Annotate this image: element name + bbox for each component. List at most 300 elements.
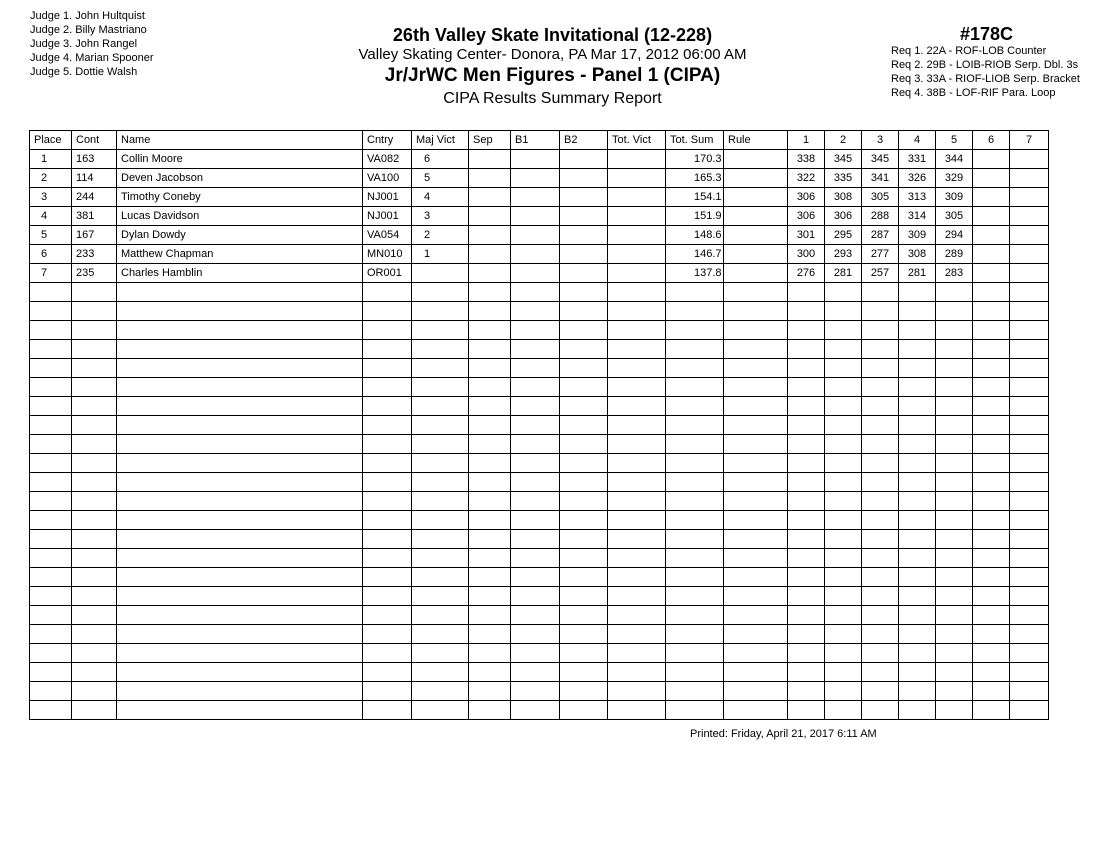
- column-header: Cntry: [363, 131, 412, 150]
- empty-cell: [30, 378, 72, 397]
- empty-cell: [30, 606, 72, 625]
- empty-cell: [936, 302, 973, 321]
- empty-cell: [1010, 321, 1049, 340]
- requirements-list: [891, 44, 1100, 100]
- empty-cell: [469, 682, 511, 701]
- empty-table-row: [30, 682, 1049, 701]
- results-table: [29, 130, 1049, 720]
- empty-cell: [825, 321, 862, 340]
- table-row: [30, 264, 1049, 283]
- judge-score-cell: [973, 169, 1010, 188]
- empty-cell: [72, 511, 117, 530]
- judge-score-cell: 308: [825, 188, 862, 207]
- empty-cell: [724, 644, 788, 663]
- empty-cell: [788, 492, 825, 511]
- skater-name-cell: Lucas Davidson: [117, 207, 363, 226]
- empty-table-row: [30, 511, 1049, 530]
- empty-cell: [1010, 606, 1049, 625]
- empty-cell: [899, 378, 936, 397]
- b2-cell: [560, 169, 608, 188]
- majority-victories-cell: [412, 264, 469, 283]
- column-header: 6: [973, 131, 1010, 150]
- empty-cell: [936, 511, 973, 530]
- empty-cell: [825, 454, 862, 473]
- empty-cell: [1010, 397, 1049, 416]
- empty-cell: [825, 530, 862, 549]
- total-victories-cell: [608, 226, 666, 245]
- empty-cell: [363, 606, 412, 625]
- judge-score-cell: 309: [899, 226, 936, 245]
- empty-cell: [788, 321, 825, 340]
- empty-cell: [862, 302, 899, 321]
- empty-cell: [666, 473, 724, 492]
- empty-cell: [788, 606, 825, 625]
- empty-table-row: [30, 473, 1049, 492]
- empty-cell: [412, 511, 469, 530]
- empty-cell: [1010, 644, 1049, 663]
- empty-cell: [899, 549, 936, 568]
- empty-cell: [724, 435, 788, 454]
- judge-score-cell: [973, 150, 1010, 169]
- judge-score-cell: 308: [899, 245, 936, 264]
- empty-cell: [30, 492, 72, 511]
- judge-score-cell: 345: [862, 150, 899, 169]
- empty-cell: [117, 454, 363, 473]
- empty-cell: [511, 397, 560, 416]
- judge-score-cell: 281: [899, 264, 936, 283]
- club-code-cell: VA100: [363, 169, 412, 188]
- empty-cell: [936, 397, 973, 416]
- judge-score-cell: 331: [899, 150, 936, 169]
- empty-cell: [936, 435, 973, 454]
- sep-cell: [469, 169, 511, 188]
- empty-cell: [72, 701, 117, 720]
- place-cell: 6: [30, 245, 72, 264]
- empty-cell: [936, 454, 973, 473]
- judge-name: Dottie Walsh: [75, 66, 138, 78]
- empty-cell: [469, 302, 511, 321]
- judge-score-cell: [973, 226, 1010, 245]
- empty-cell: [511, 454, 560, 473]
- empty-cell: [117, 283, 363, 302]
- empty-cell: [899, 511, 936, 530]
- empty-cell: [30, 321, 72, 340]
- empty-cell: [30, 530, 72, 549]
- empty-cell: [825, 625, 862, 644]
- empty-cell: [862, 682, 899, 701]
- majority-victories-cell: 4: [412, 188, 469, 207]
- empty-cell: [608, 397, 666, 416]
- empty-cell: [1010, 283, 1049, 302]
- empty-cell: [825, 587, 862, 606]
- club-code-cell: VA054: [363, 226, 412, 245]
- empty-table-row: [30, 492, 1049, 511]
- empty-cell: [363, 454, 412, 473]
- empty-cell: [363, 359, 412, 378]
- judge-score-cell: 289: [936, 245, 973, 264]
- empty-cell: [72, 492, 117, 511]
- judge-score-cell: 306: [788, 188, 825, 207]
- empty-table-row: [30, 530, 1049, 549]
- empty-cell: [899, 321, 936, 340]
- empty-cell: [899, 397, 936, 416]
- sep-cell: [469, 188, 511, 207]
- empty-cell: [30, 682, 72, 701]
- empty-cell: [788, 359, 825, 378]
- empty-cell: [363, 416, 412, 435]
- judge-score-cell: 288: [862, 207, 899, 226]
- empty-cell: [117, 625, 363, 644]
- empty-cell: [724, 606, 788, 625]
- empty-cell: [973, 568, 1010, 587]
- empty-table-row: [30, 606, 1049, 625]
- empty-cell: [608, 359, 666, 378]
- judge-score-cell: 313: [899, 188, 936, 207]
- empty-cell: [862, 378, 899, 397]
- empty-cell: [862, 511, 899, 530]
- empty-cell: [560, 435, 608, 454]
- empty-cell: [412, 549, 469, 568]
- empty-cell: [899, 682, 936, 701]
- empty-cell: [899, 359, 936, 378]
- judge-row: [30, 9, 154, 23]
- rule-cell: [724, 264, 788, 283]
- empty-cell: [30, 644, 72, 663]
- empty-table-row: [30, 378, 1049, 397]
- empty-cell: [825, 568, 862, 587]
- column-header: Cont: [72, 131, 117, 150]
- empty-table-row: [30, 568, 1049, 587]
- rule-cell: [724, 169, 788, 188]
- empty-cell: [666, 416, 724, 435]
- empty-cell: [72, 416, 117, 435]
- empty-cell: [560, 549, 608, 568]
- empty-cell: [899, 302, 936, 321]
- judge-label: Judge 5.: [30, 66, 73, 78]
- judge-score-cell: 301: [788, 226, 825, 245]
- empty-cell: [412, 283, 469, 302]
- empty-cell: [973, 644, 1010, 663]
- b2-cell: [560, 245, 608, 264]
- empty-cell: [1010, 511, 1049, 530]
- empty-cell: [560, 378, 608, 397]
- empty-cell: [973, 587, 1010, 606]
- empty-cell: [825, 378, 862, 397]
- empty-cell: [72, 378, 117, 397]
- empty-cell: [412, 359, 469, 378]
- empty-cell: [973, 701, 1010, 720]
- empty-cell: [724, 416, 788, 435]
- b1-cell: [511, 188, 560, 207]
- empty-cell: [469, 283, 511, 302]
- empty-cell: [862, 492, 899, 511]
- empty-table-row: [30, 663, 1049, 682]
- judge-row: [30, 65, 154, 79]
- judge-score-cell: 281: [825, 264, 862, 283]
- judge-score-cell: 283: [936, 264, 973, 283]
- column-header: 1: [788, 131, 825, 150]
- empty-cell: [899, 492, 936, 511]
- b2-cell: [560, 226, 608, 245]
- sep-cell: [469, 207, 511, 226]
- empty-cell: [412, 435, 469, 454]
- judge-score-cell: 300: [788, 245, 825, 264]
- contestant-number-cell: 381: [72, 207, 117, 226]
- empty-table-row: [30, 625, 1049, 644]
- empty-cell: [825, 473, 862, 492]
- empty-cell: [899, 473, 936, 492]
- empty-cell: [724, 701, 788, 720]
- empty-cell: [72, 568, 117, 587]
- judge-score-cell: 277: [862, 245, 899, 264]
- empty-cell: [30, 435, 72, 454]
- empty-cell: [72, 473, 117, 492]
- judge-score-cell: [973, 245, 1010, 264]
- empty-cell: [724, 454, 788, 473]
- empty-cell: [117, 359, 363, 378]
- column-header: Sep: [469, 131, 511, 150]
- skater-name-cell: Deven Jacobson: [117, 169, 363, 188]
- empty-cell: [363, 511, 412, 530]
- empty-cell: [560, 340, 608, 359]
- club-code-cell: NJ001: [363, 188, 412, 207]
- empty-cell: [511, 435, 560, 454]
- skater-name-cell: Timothy Coneby: [117, 188, 363, 207]
- empty-cell: [899, 701, 936, 720]
- column-header: B1: [511, 131, 560, 150]
- empty-cell: [788, 511, 825, 530]
- judge-score-cell: 326: [899, 169, 936, 188]
- empty-cell: [973, 302, 1010, 321]
- empty-cell: [666, 644, 724, 663]
- empty-cell: [72, 283, 117, 302]
- empty-cell: [936, 701, 973, 720]
- empty-table-row: [30, 587, 1049, 606]
- place-cell: 5: [30, 226, 72, 245]
- empty-cell: [973, 492, 1010, 511]
- empty-cell: [363, 701, 412, 720]
- empty-cell: [469, 473, 511, 492]
- empty-cell: [30, 302, 72, 321]
- empty-cell: [412, 473, 469, 492]
- empty-cell: [1010, 340, 1049, 359]
- empty-cell: [608, 454, 666, 473]
- empty-cell: [117, 682, 363, 701]
- empty-cell: [608, 302, 666, 321]
- empty-cell: [72, 625, 117, 644]
- table-row: [30, 150, 1049, 169]
- empty-table-row: [30, 435, 1049, 454]
- empty-cell: [899, 644, 936, 663]
- empty-cell: [788, 416, 825, 435]
- empty-cell: [825, 416, 862, 435]
- judge-label: Judge 4.: [30, 52, 73, 64]
- b1-cell: [511, 169, 560, 188]
- empty-cell: [825, 549, 862, 568]
- empty-cell: [511, 302, 560, 321]
- empty-cell: [72, 397, 117, 416]
- rule-cell: [724, 245, 788, 264]
- results-body: [30, 150, 1049, 720]
- empty-cell: [469, 340, 511, 359]
- empty-cell: [30, 568, 72, 587]
- empty-cell: [936, 587, 973, 606]
- sep-cell: [469, 150, 511, 169]
- empty-cell: [899, 568, 936, 587]
- empty-cell: [30, 473, 72, 492]
- requirement-item: Req 2. 29B - LOIB-RIOB Serp. Dbl. 3s: [891, 59, 1079, 71]
- judge-score-cell: [1010, 226, 1049, 245]
- empty-cell: [412, 625, 469, 644]
- empty-cell: [666, 492, 724, 511]
- judge-label: Judge 2.: [30, 24, 73, 36]
- empty-cell: [899, 454, 936, 473]
- empty-cell: [412, 397, 469, 416]
- empty-cell: [666, 663, 724, 682]
- empty-cell: [666, 302, 724, 321]
- empty-cell: [30, 454, 72, 473]
- club-code-cell: MN010: [363, 245, 412, 264]
- empty-cell: [666, 606, 724, 625]
- empty-cell: [560, 397, 608, 416]
- empty-cell: [412, 340, 469, 359]
- empty-cell: [608, 340, 666, 359]
- total-sum-cell: 170.3: [666, 150, 724, 169]
- empty-cell: [1010, 587, 1049, 606]
- empty-cell: [511, 283, 560, 302]
- venue-line: Valley Skating Center- Donora, PA Mar 17, 2012 06:00 AM: [358, 46, 747, 63]
- empty-cell: [608, 644, 666, 663]
- empty-cell: [469, 435, 511, 454]
- empty-cell: [862, 283, 899, 302]
- empty-cell: [412, 530, 469, 549]
- empty-cell: [117, 568, 363, 587]
- empty-cell: [72, 340, 117, 359]
- empty-cell: [973, 511, 1010, 530]
- empty-cell: [608, 321, 666, 340]
- empty-cell: [117, 663, 363, 682]
- empty-cell: [560, 416, 608, 435]
- empty-cell: [469, 492, 511, 511]
- empty-cell: [469, 587, 511, 606]
- b2-cell: [560, 264, 608, 283]
- empty-cell: [30, 587, 72, 606]
- judge-name: Marian Spooner: [75, 52, 154, 64]
- b1-cell: [511, 245, 560, 264]
- empty-cell: [1010, 359, 1049, 378]
- empty-cell: [608, 492, 666, 511]
- table-row: [30, 245, 1049, 264]
- table-row: [30, 169, 1049, 188]
- empty-cell: [825, 663, 862, 682]
- empty-cell: [72, 644, 117, 663]
- empty-cell: [72, 682, 117, 701]
- empty-cell: [973, 340, 1010, 359]
- empty-cell: [899, 435, 936, 454]
- empty-cell: [608, 530, 666, 549]
- empty-cell: [862, 701, 899, 720]
- empty-cell: [1010, 530, 1049, 549]
- empty-cell: [511, 568, 560, 587]
- empty-cell: [117, 530, 363, 549]
- empty-cell: [1010, 435, 1049, 454]
- empty-cell: [862, 397, 899, 416]
- empty-cell: [72, 549, 117, 568]
- empty-cell: [30, 359, 72, 378]
- empty-cell: [511, 530, 560, 549]
- judge-score-cell: 305: [936, 207, 973, 226]
- table-header-row: [30, 131, 1049, 150]
- contestant-number-cell: 235: [72, 264, 117, 283]
- contestant-number-cell: 167: [72, 226, 117, 245]
- place-cell: 1: [30, 150, 72, 169]
- empty-cell: [412, 682, 469, 701]
- empty-cell: [666, 625, 724, 644]
- judge-score-cell: 344: [936, 150, 973, 169]
- judge-score-cell: 293: [825, 245, 862, 264]
- empty-cell: [973, 321, 1010, 340]
- empty-cell: [560, 644, 608, 663]
- empty-cell: [469, 397, 511, 416]
- empty-cell: [788, 663, 825, 682]
- empty-cell: [511, 587, 560, 606]
- empty-cell: [117, 416, 363, 435]
- empty-table-row: [30, 340, 1049, 359]
- empty-cell: [666, 511, 724, 530]
- empty-cell: [788, 568, 825, 587]
- empty-cell: [363, 587, 412, 606]
- empty-cell: [1010, 473, 1049, 492]
- empty-cell: [788, 397, 825, 416]
- empty-cell: [862, 340, 899, 359]
- empty-cell: [973, 530, 1010, 549]
- empty-cell: [412, 606, 469, 625]
- empty-cell: [469, 378, 511, 397]
- judge-score-cell: [1010, 188, 1049, 207]
- majority-victories-cell: 2: [412, 226, 469, 245]
- empty-cell: [608, 378, 666, 397]
- empty-cell: [973, 397, 1010, 416]
- empty-cell: [825, 340, 862, 359]
- place-cell: 7: [30, 264, 72, 283]
- empty-cell: [825, 435, 862, 454]
- empty-cell: [1010, 454, 1049, 473]
- total-victories-cell: [608, 245, 666, 264]
- column-header: Rule: [724, 131, 788, 150]
- sep-cell: [469, 264, 511, 283]
- empty-cell: [788, 644, 825, 663]
- place-cell: 2: [30, 169, 72, 188]
- empty-cell: [899, 416, 936, 435]
- club-code-cell: OR001: [363, 264, 412, 283]
- empty-cell: [788, 283, 825, 302]
- empty-cell: [72, 359, 117, 378]
- b1-cell: [511, 264, 560, 283]
- empty-cell: [608, 511, 666, 530]
- empty-cell: [30, 701, 72, 720]
- empty-cell: [1010, 701, 1049, 720]
- empty-cell: [1010, 378, 1049, 397]
- empty-cell: [30, 663, 72, 682]
- empty-cell: [788, 473, 825, 492]
- judge-score-cell: 314: [899, 207, 936, 226]
- empty-cell: [608, 473, 666, 492]
- judge-name: John Rangel: [75, 38, 138, 50]
- empty-cell: [666, 587, 724, 606]
- empty-cell: [363, 397, 412, 416]
- empty-cell: [724, 663, 788, 682]
- empty-cell: [412, 454, 469, 473]
